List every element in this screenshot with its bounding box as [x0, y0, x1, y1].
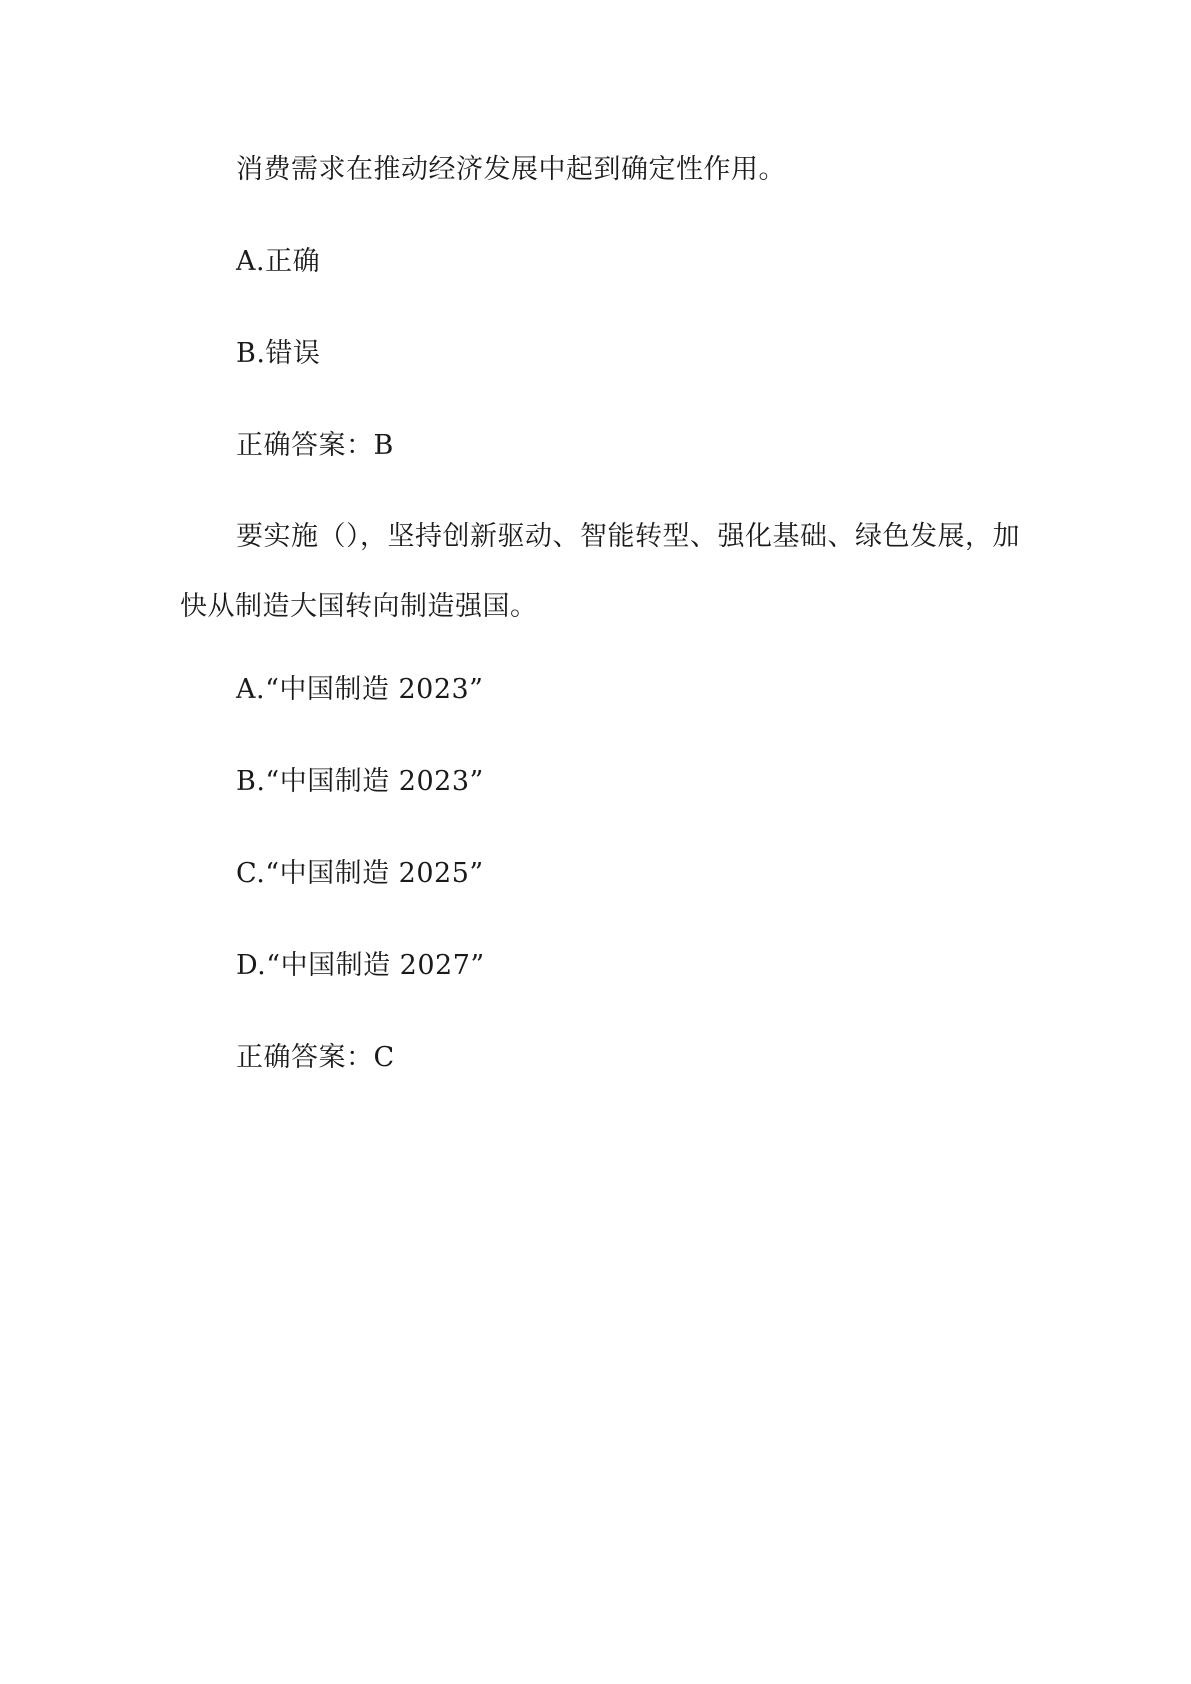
question-2-option-d: D.“中国制造 2027” — [236, 950, 485, 981]
question-2-answer: 正确答案：C — [236, 1042, 395, 1073]
question-2-option-a: A.“中国制造 2023” — [236, 674, 484, 705]
question-1-option-b: B.错误 — [236, 338, 321, 369]
question-2-option-b: B.“中国制造 2023” — [236, 766, 484, 797]
question-1-stem: 消费需求在推动经济发展中起到确定性作用。 — [236, 154, 786, 185]
question-2-stem: 要实施（），坚持创新驱动、智能转型、强化基础、绿色发展，加快从制造大国转向制造强国。 — [180, 521, 1020, 622]
question-1-option-a: A.正确 — [236, 246, 321, 277]
question-1-answer: 正确答案：B — [236, 430, 394, 461]
question-2-option-c: C.“中国制造 2025” — [236, 858, 484, 889]
